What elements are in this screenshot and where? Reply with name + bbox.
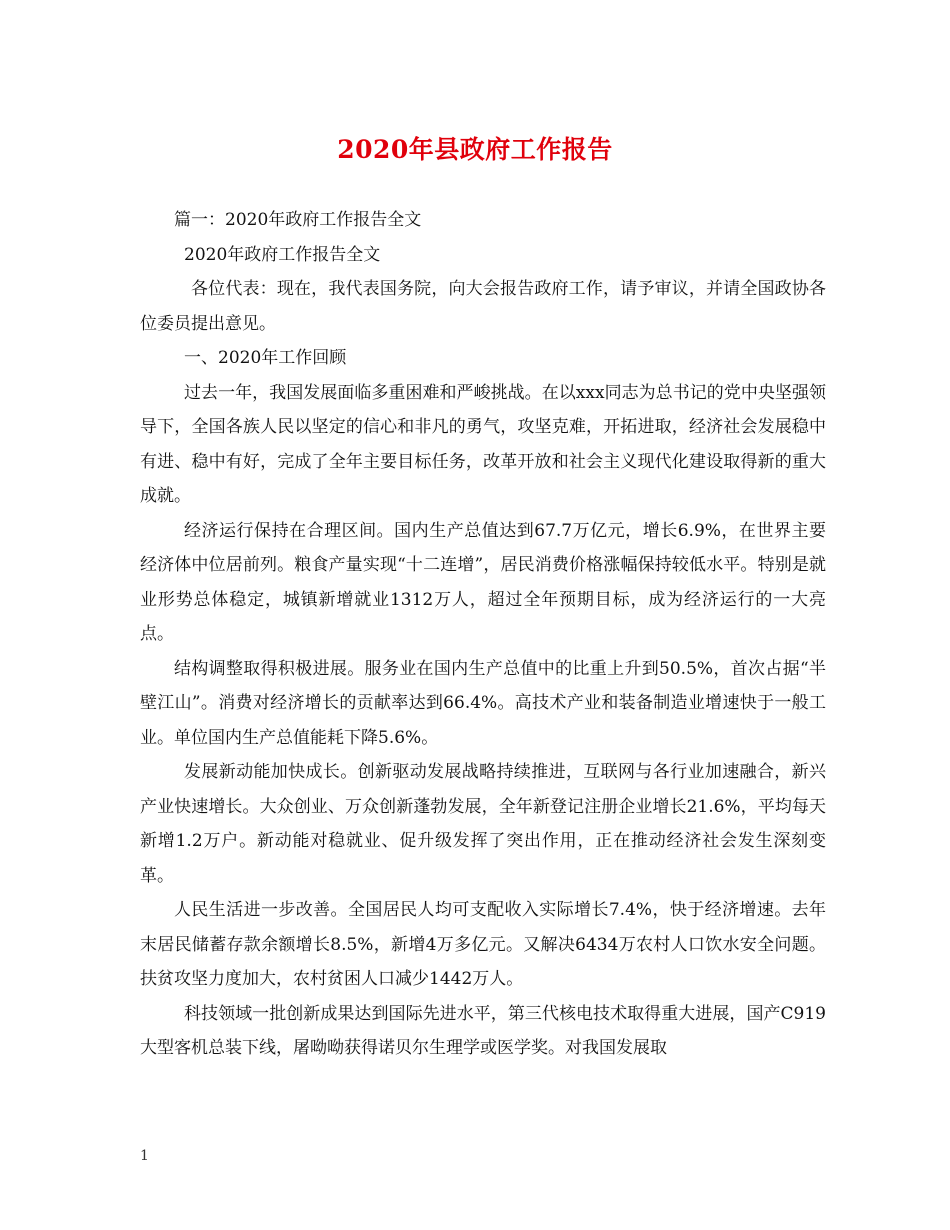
paragraph-opening: 各位代表：现在，我代表国务院，向大会报告政府工作，请予审议，并请全国政协各位委员提出意见。 — [140, 279, 826, 334]
section-heading-review: 一、2020年工作回顾 — [184, 348, 347, 368]
paragraph-economy: 经济运行保持在合理区间。国内生产总值达到67.7万亿元，增长6.9%，在世界主要经济体中位居前列。粮食产量实现“十二连增”，居民消费价格涨幅保持较低水平。特别是就业形势总体稳定，城镇新增就业1312万人，超过全年预期目标，成为经济运行的一大亮点。 — [140, 520, 826, 644]
section-heading-part-one: 篇一：2020年政府工作报告全文 — [174, 210, 422, 230]
document-body — [140, 203, 826, 1066]
paragraph-livelihood: 人民生活进一步改善。全国居民人均可支配收入实际增长7.4%，快于经济增速。去年末居民储蓄存款余额增长8.5%，新增4万多亿元。又解决6434万农村人口饮水安全问题。扶贫攻坚力度加大，农村贫困人口减少1442万人。 — [140, 900, 826, 989]
paragraph-structure: 结构调整取得积极进展。服务业在国内生产总值中的比重上升到50.5%，首次占据“半壁江山”。消费对经济增长的贡献率达到66.4%。高技术产业和装备制造业增速快于一般工业。单位国内生产总值能耗下降5.6%。 — [140, 658, 826, 748]
page-number: 1 — [140, 1148, 149, 1164]
paragraph-new-momentum: 发展新动能加快成长。创新驱动发展战略持续推进，互联网与各行业加速融合，新兴产业快速增长。大众创业、万众创新蓬勃发展，全年新登记注册企业增长21.6%，平均每天新增1.2万户。新动能对稳就业、促升级发挥了突出作用，正在推动经济社会发生深刻变革。 — [140, 762, 826, 886]
paragraph-technology: 科技领域一批创新成果达到国际先进水平，第三代核电技术取得重大进展，国产C919大型客机总装下线，屠呦呦获得诺贝尔生理学或医学奖。对我国发展取 — [140, 1003, 826, 1058]
report-subtitle: 2020年政府工作报告全文 — [184, 244, 381, 265]
document-title: 2020年县政府工作报告 — [337, 135, 613, 164]
paragraph-overview: 过去一年，我国发展面临多重困难和严峻挑战。在以xxx同志为总书记的党中央坚强领导下，全国各族人民以坚定的信心和非凡的勇气，攻坚克难，开拓进取，经济社会发展稳中有进、稳中有好，完成了全年主要目标任务，改革开放和社会主义现代化建设取得新的重大成就。 — [140, 382, 826, 506]
